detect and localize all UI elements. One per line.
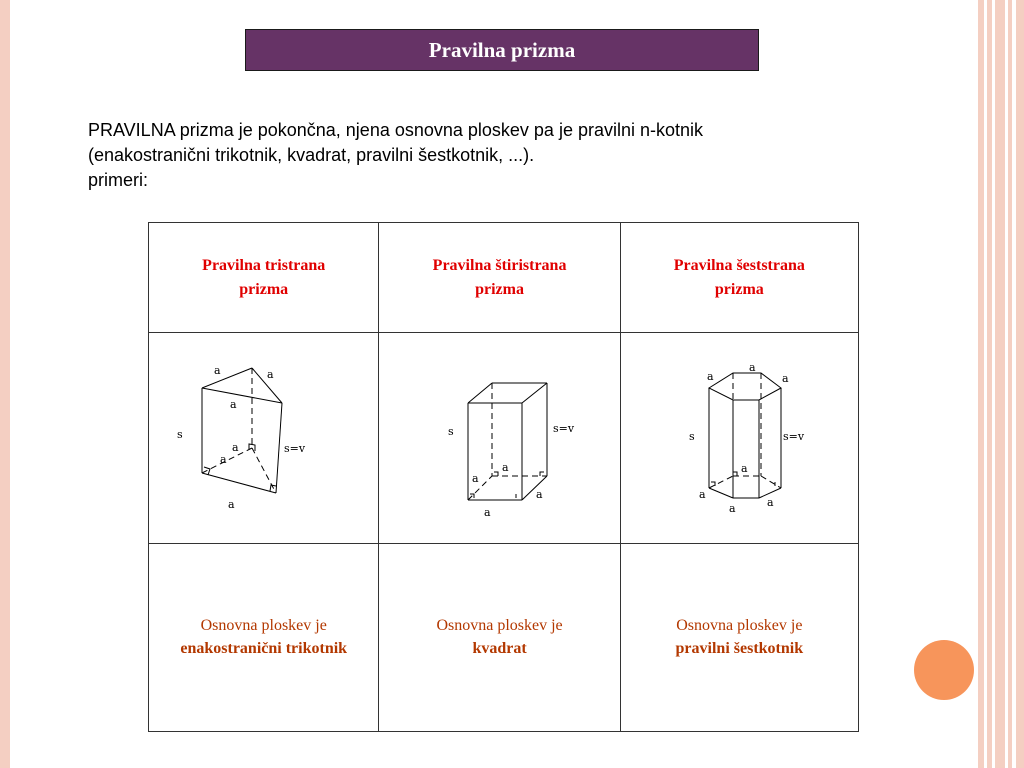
footer-cell-triangular [149,543,379,731]
footer-cell-square [379,543,620,731]
right-decorative-stripes [978,0,1024,768]
intro-line-2: (enakostranični trikotnik, kvadrat, pravilni šestkotnik, ...). [88,145,535,165]
footer-cell-hexagonal [620,543,858,731]
label-a: a [213,363,221,377]
decorative-orange-circle [914,640,974,700]
label-s: s [176,427,183,441]
label-a: a [782,371,789,385]
footer-line-bold: enakostranični trikotnik [180,640,348,658]
header-cell-hexagonal [620,223,858,333]
prism-table [148,222,859,732]
label-s-equals-v: s=v [783,429,805,443]
intro-line-3: primeri: [88,170,149,190]
label-s-equals-v: s=v [283,441,305,455]
header-line: Pravilna štiristrana [432,256,567,274]
intro-text [88,118,908,193]
square-prism-figure [400,348,600,528]
footer-line-bold: pravilni šestkotnik [675,640,804,658]
label-a: a [219,452,227,466]
table-footer-row [149,543,859,731]
label-a: a [699,487,706,501]
label-a: a [707,369,714,383]
header-line: prizma [239,280,289,298]
figure-cell-triangular [149,333,379,543]
label-a: a [729,501,736,515]
label-h: a [231,440,239,454]
left-border-stripe [0,0,10,768]
footer-line: Osnovna ploskev je [200,617,327,635]
label-a: a [767,495,774,509]
triangular-prism-figure [164,348,364,528]
intro-line-1: PRAVILNA prizma je pokončna, njena osnovna ploskev pa je pravilni n-kotnik [88,120,704,140]
figure-cell-hexagonal [620,333,858,543]
footer-line: Osnovna ploskev je [436,617,563,635]
label-a: a [471,471,479,485]
header-line: Pravilna tristrana [202,256,326,274]
table-figure-row [149,333,859,543]
label-a: a [535,487,543,501]
label-a: a [483,505,491,519]
figure-cell-square [379,333,620,543]
label-a: a [227,497,235,511]
slide-title: Pravilna prizma [245,29,759,71]
label-a: a [741,461,748,475]
header-line: prizma [475,280,524,298]
header-line: prizma [714,280,764,298]
header-cell-square [379,223,620,333]
footer-line: Osnovna ploskev je [676,617,803,635]
header-cell-triangular [149,223,379,333]
header-line: Pravilna šeststrana [673,256,805,274]
label-a: a [501,460,509,474]
label-a: a [266,367,274,381]
label-s: s [689,429,695,443]
label-a: a [749,360,756,374]
label-a: a [229,397,237,411]
label-s: s [447,424,454,438]
label-s-equals-v: s=v [552,421,574,435]
hexagonal-prism-figure [639,348,839,528]
footer-line-bold: kvadrat [472,640,527,658]
table-header-row [149,223,859,333]
